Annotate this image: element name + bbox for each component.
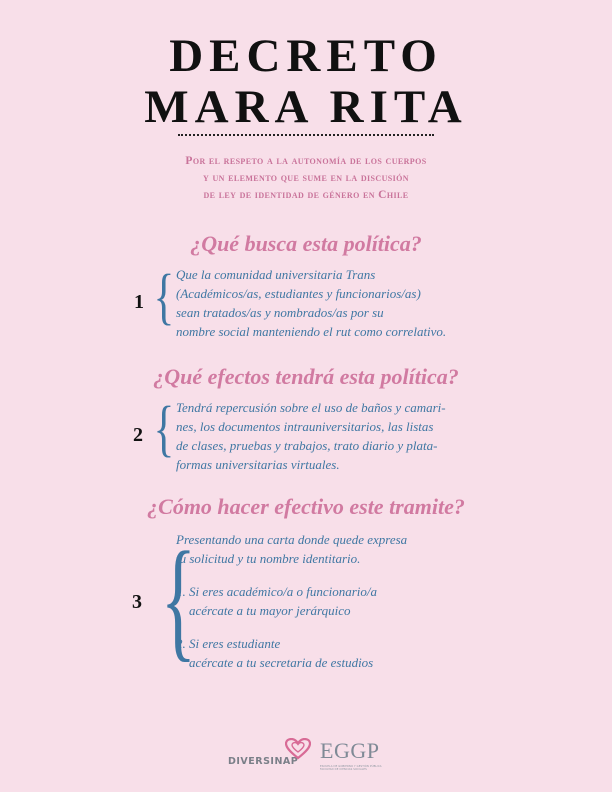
section-2-line: de clases, pruebas y trabajos, trato diario y plata- bbox=[176, 438, 438, 453]
title-line-2: MARA RITA bbox=[144, 81, 468, 133]
heart-logo-icon bbox=[285, 738, 311, 760]
subtitle bbox=[0, 153, 612, 204]
section-3-line: Presentando una carta donde quede expresa bbox=[176, 532, 408, 547]
section-1-number: 1 bbox=[134, 291, 144, 313]
section-1-heading: ¿Qué busca esta política? bbox=[190, 231, 422, 256]
section-3-line: 2. Si eres estudiante bbox=[176, 636, 281, 651]
section-3-body bbox=[176, 530, 496, 672]
eggp-logo-subtext: ESCUELA DE GOBIERNO Y GESTIÓN PÚBLICA FACULTAD DE CIENCIAS SOCIALES bbox=[320, 765, 382, 772]
section-2-line: nes, los documentos intrauniversitarios, las listas bbox=[176, 419, 434, 434]
subtitle-line-1: Por el respeto a la autonomía de los cuerpos bbox=[185, 155, 427, 167]
section-3-heading: ¿Cómo hacer efectivo este tramite? bbox=[147, 494, 465, 519]
dotted-divider bbox=[178, 134, 434, 136]
section-2-line: formas universitarias virtuales. bbox=[176, 457, 340, 472]
section-2-number: 2 bbox=[133, 424, 143, 446]
section-2-body bbox=[176, 398, 496, 474]
diversinap-logo: DIVERSINAP bbox=[228, 756, 299, 767]
section-2-heading: ¿Qué efectos tendrá esta política? bbox=[153, 364, 459, 389]
section-2-line: Tendrá repercusión sobre el uso de baños y camari- bbox=[176, 400, 446, 415]
section-1-line: nombre social manteniendo el rut como correlativo. bbox=[176, 324, 447, 339]
eggp-logo: EGGP bbox=[320, 738, 380, 763]
section-3-number: 3 bbox=[132, 591, 142, 613]
section-3-line: acércate a tu mayor jerárquico bbox=[189, 603, 351, 618]
section-3-line: acércate a tu secretaria de estudios bbox=[189, 655, 374, 670]
brace-icon: { bbox=[153, 395, 175, 463]
subtitle-line-3: de ley de identidad de género en Chile bbox=[203, 189, 409, 201]
title-line-1: DECRETO bbox=[169, 30, 443, 82]
section-3-line: 1. Si eres académico/a o funcionario/a bbox=[176, 584, 377, 599]
section-1-line: sean tratados/as y nombrados/as por su bbox=[176, 305, 384, 320]
section-1-body bbox=[176, 265, 496, 341]
brace-icon: { bbox=[160, 525, 197, 674]
section-1-line: Que la comunidad universitaria Trans bbox=[176, 267, 376, 282]
section-3-line: tu solicitud y tu nombre identitario. bbox=[176, 551, 361, 566]
subtitle-line-2: y un elemento que sume en la discusión bbox=[203, 172, 409, 184]
brace-icon: { bbox=[153, 263, 175, 331]
section-1-line: (Académicos/as, estudiantes y funcionarios/as) bbox=[176, 286, 421, 301]
